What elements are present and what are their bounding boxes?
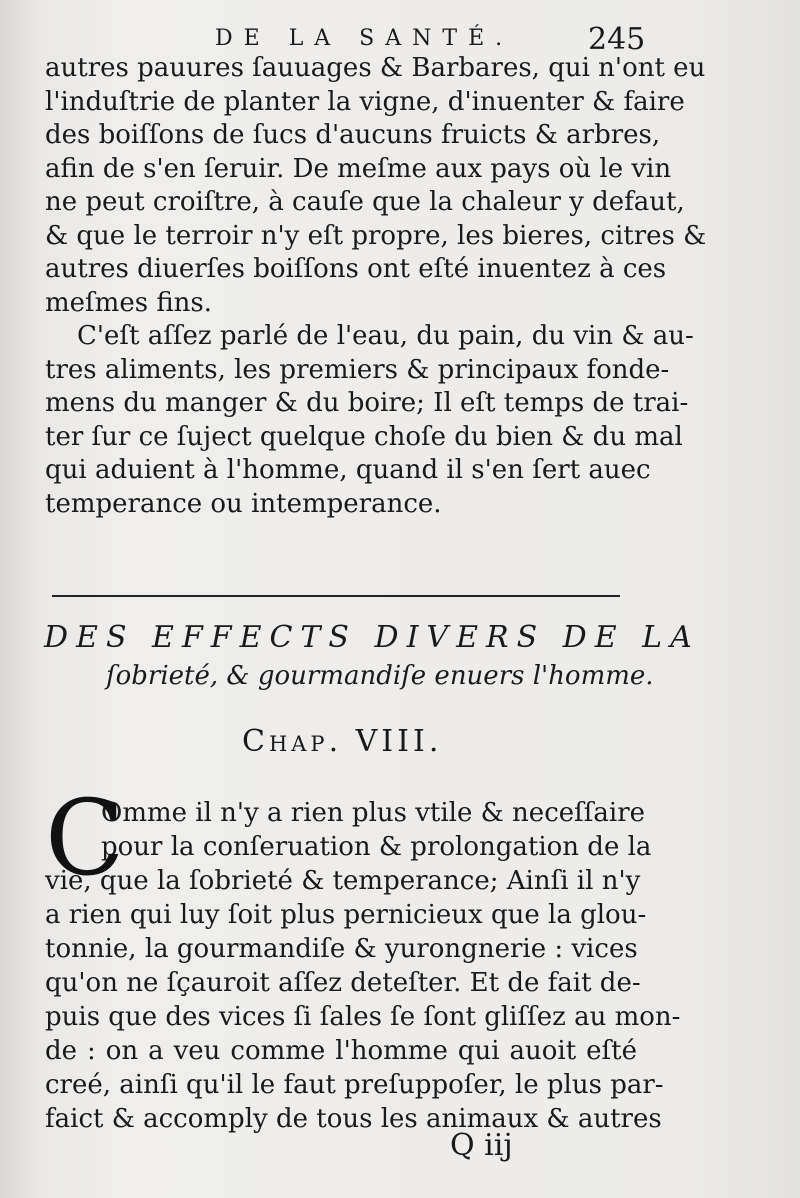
text-line: qu'on ne ſçauroit aſſez deteſter. Et de fait de-	[45, 968, 641, 998]
text-line: pour la conſeruation & prolongation de la	[101, 832, 652, 862]
chapter-body	[45, 777, 681, 1136]
section-divider	[52, 595, 620, 597]
text-line: tres aliments, les premiers & principaux fonde-	[45, 354, 670, 385]
chapter-subtitle: ſobrieté, & gourmandiſe enuers l'homme.	[106, 661, 654, 691]
drop-cap: C	[45, 777, 125, 899]
text-line: vie, que la ſobrieté & temperance; Ainſi il n'y	[45, 866, 641, 896]
text-line: faict & accomply de tous les animaux & autres	[45, 1104, 662, 1134]
text-line: Omme il n'y a rien plus vtile & neceſſaire	[101, 798, 646, 828]
text-line: mens du manger & du boire; Il eſt temps de trai-	[45, 388, 689, 418]
chapter-title: DES EFFECTS DIVERS DE LA	[44, 620, 700, 655]
text-line: a rien qui luy ſoit plus pernicieux que la glou-	[45, 900, 647, 930]
text-line: meſmes fins.	[45, 287, 213, 318]
text-line: autres diuerſes boiſſons ont eſté inuentez à ces	[45, 254, 667, 284]
text-line: l'induſtrie de planter la vigne, d'inuenter & faire	[45, 86, 685, 117]
text-line: temperance ou intemperance.	[45, 488, 442, 519]
running-title: DE LA SANTÉ.	[215, 26, 514, 51]
text-line: C'eſt aſſez parlé de l'eau, du pain, du vin & au-	[77, 321, 694, 351]
text-line: de : on a veu comme l'homme qui auoit eſté	[45, 1036, 637, 1066]
catchword: Q iij	[450, 1128, 513, 1163]
text-line: des boiſſons de ſucs d'aucuns fruicts & arbres,	[45, 120, 661, 150]
text-line: ter ſur ce ſuject quelque choſe du bien & du mal	[45, 421, 683, 452]
text-line: creé, ainſi qu'il le faut preſuppoſer, le plus par-	[45, 1070, 664, 1100]
text-line: qui aduient à l'homme, quand il s'en ſert auec	[45, 455, 651, 485]
page-number: 245	[588, 22, 646, 57]
text-line: & que le terroir n'y eſt propre, les bieres, citres &	[45, 220, 707, 251]
chapter-heading	[44, 620, 700, 691]
chapter-number: Chap. VIII.	[242, 724, 443, 759]
text-line: puis que des vices ſi ſales ſe ſont gliſſez au mon-	[45, 1002, 681, 1032]
text-line: afin de s'en ſeruir. De meſme aux pays où le vin	[45, 153, 672, 184]
preceding-paragraphs	[45, 52, 707, 521]
text-line: ne peut croiſtre, à cauſe que la chaleur y defaut,	[45, 187, 685, 217]
text-line: autres pauures ſauuages & Barbares, qui n'ont eu	[45, 53, 706, 83]
text-line: tonnie, la gourmandiſe & yurongnerie : vices	[45, 934, 638, 964]
